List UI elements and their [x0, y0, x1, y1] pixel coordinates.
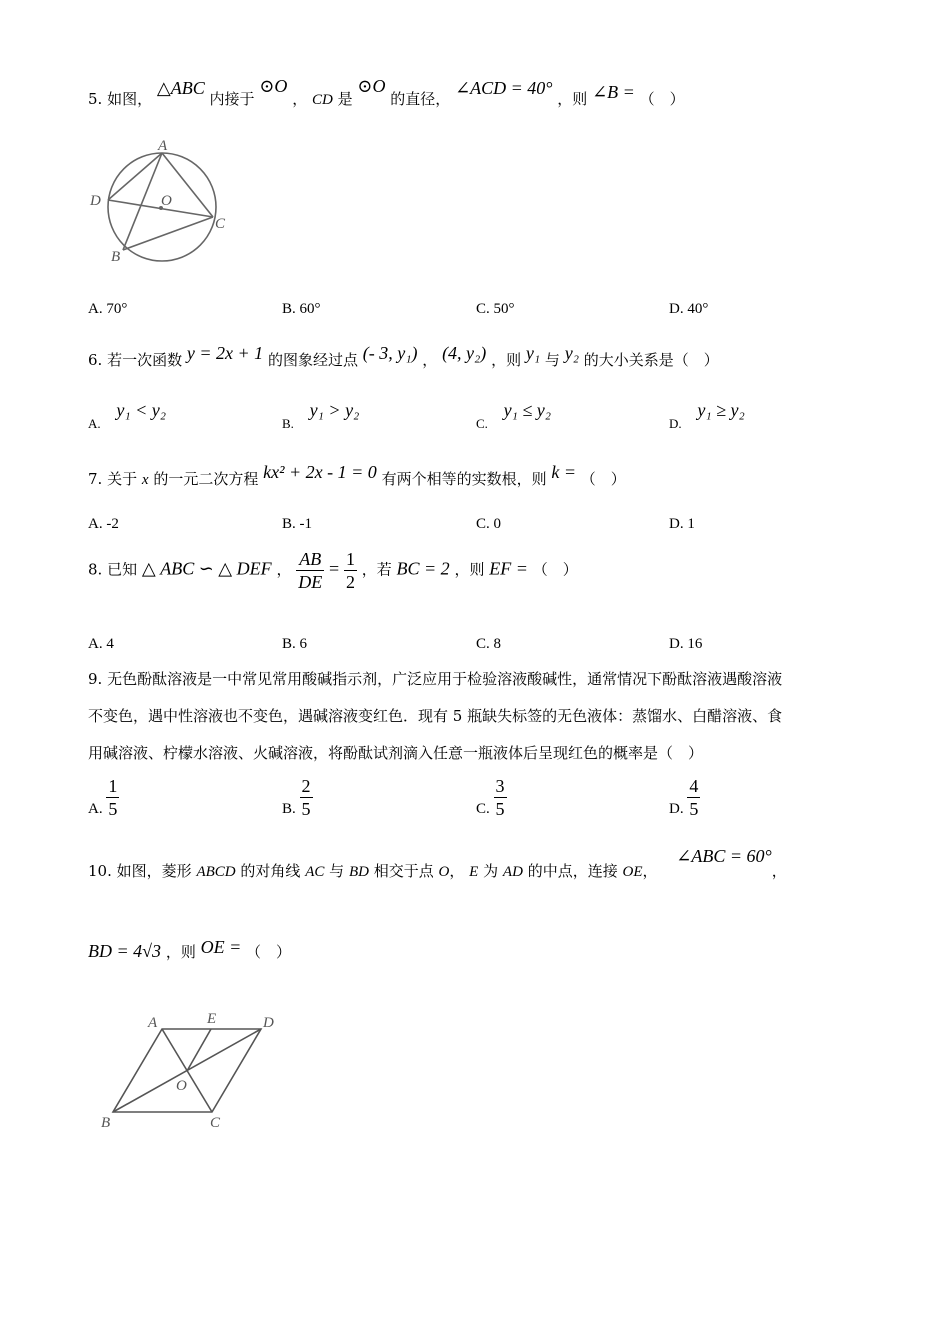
q5-figure-circle [85, 133, 245, 268]
q6-option-c[interactable] [476, 400, 552, 431]
q5-text: 是 [337, 90, 353, 108]
q10-math-bd-value: BD = 4√3 [88, 941, 162, 961]
q10-math: AD [502, 864, 523, 880]
q8-option-c[interactable]: C. 8 [476, 636, 502, 652]
q7-blank: （ ） [580, 470, 626, 488]
q10-text: 与 [329, 862, 345, 880]
q10-math: ABCD [196, 864, 236, 880]
q5-math-target: ∠B = [592, 82, 635, 102]
q10-math: OE [622, 864, 643, 880]
q9-option-letter: C. [476, 800, 490, 817]
q6-option-letter: C. [476, 416, 488, 431]
q9-line: 不变色，遇中性溶液也不变色，遇碱溶液变红色．现有 5 瓶缺失标签的无色液体：蒸馏水、白醋溶液、食 [88, 707, 783, 725]
q9-option-fraction [300, 775, 313, 820]
q10-text: ，则 [165, 943, 196, 961]
q5-text: 内接于 [209, 90, 255, 108]
q6-option-expr: y₁ < y₂ [116, 400, 167, 420]
chord-ab [123, 153, 162, 250]
q8-frac-num: 1 [345, 549, 355, 569]
q5-number: 5. [88, 90, 103, 108]
q10-blank: （ ） [246, 943, 292, 961]
label-o: O [161, 193, 172, 209]
q6-text: 的大小关系是（ ） [583, 351, 719, 369]
q10-math: AC [305, 864, 325, 880]
q10-text: 相交于点 [373, 862, 434, 880]
q6-math-y2: y₂ [564, 343, 579, 363]
q10-text: 的中点，连接 [527, 862, 618, 880]
q10-number: 10. [88, 862, 112, 880]
q5-text: 如图， [107, 90, 153, 108]
q10-text: 的对角线 [240, 862, 301, 880]
q9-option-d[interactable] [669, 775, 700, 820]
label-o: O [176, 1078, 187, 1094]
q6-option-letter: A. [88, 416, 101, 431]
q9-option-c[interactable] [476, 775, 507, 820]
q6-option-letter: D. [669, 416, 682, 431]
q6-option-letter: B. [282, 416, 294, 431]
q6-number: 6. [88, 351, 103, 369]
q8-stem [88, 548, 578, 593]
q6-text: 与 [544, 351, 560, 369]
frac-den: 5 [108, 799, 118, 819]
label-d: D [90, 193, 101, 209]
q7-text: 的一元二次方程 [153, 470, 259, 488]
q7-option-a[interactable]: A. -2 [88, 516, 119, 532]
q6-math-y1: y₁ [525, 343, 541, 363]
q6-text: ， [422, 351, 438, 369]
q8-fraction-ab-de [296, 548, 324, 593]
q9-line: 用碱溶液、柠檬水溶液、火碱溶液，将酚酞试剂滴入任意一瓶液体后呈现红色的概率是（ ） [88, 744, 704, 762]
q9-option-letter: B. [282, 800, 296, 817]
q8-blank: （ ） [532, 560, 578, 579]
q8-math-ef: EF = [489, 558, 528, 579]
label-c: C [210, 1115, 221, 1131]
frac-num: 4 [689, 776, 699, 796]
q10-math-angle: ∠ABC = 60° [676, 846, 772, 866]
q5-math-circle: ⊙O [259, 76, 288, 96]
q10-text: 如图，菱形 [116, 862, 192, 880]
q7-option-d[interactable]: D. 1 [669, 516, 695, 532]
q5-stem [88, 76, 685, 109]
q8-frac-den: 2 [345, 572, 355, 592]
q6-math-point1: (- 3, y₁) [362, 343, 418, 363]
q8-option-b[interactable]: B. 6 [282, 636, 308, 652]
q6-option-d[interactable] [669, 400, 745, 431]
q5-option-a[interactable]: A. 70° [88, 301, 128, 317]
q7-option-c[interactable]: C. 0 [476, 516, 502, 532]
q9-option-fraction [106, 775, 119, 820]
q6-option-expr: y₁ > y₂ [309, 400, 360, 420]
frac-den: 5 [495, 799, 505, 819]
q10-stem [88, 846, 787, 881]
q9-option-letter: A. [88, 800, 103, 817]
q10-math: BD [348, 864, 369, 880]
q8-text: ，则 [454, 560, 485, 579]
frac-num: 3 [495, 776, 505, 796]
q5-option-b[interactable]: B. 60° [282, 301, 321, 317]
q5-math-triangle: △ABC [156, 78, 205, 98]
label-c: C [215, 216, 226, 232]
q7-stem [88, 462, 626, 489]
q10-figure-rhombus [95, 1005, 285, 1140]
q8-frac-num: AB [296, 548, 324, 571]
q8-text: 已知 [107, 560, 138, 579]
label-b: B [111, 249, 121, 265]
q7-math-k: k = [551, 462, 577, 482]
q9-stem [88, 661, 868, 772]
q7-text: 有两个相等的实数根，则 [381, 470, 547, 488]
q8-math-similar: △ ABC ∽ △ DEF [141, 558, 272, 579]
frac-num: 2 [301, 776, 311, 796]
q10-text: 为 [483, 862, 499, 880]
q6-text: ，则 [491, 351, 522, 369]
q8-text: ，若 [361, 560, 392, 579]
q10-text: ， [771, 862, 787, 880]
q7-math-equation: kx² + 2x - 1 = 0 [263, 462, 377, 482]
q5-option-d[interactable]: D. 40° [669, 301, 709, 317]
q6-math-func: y = 2x + 1 [186, 343, 264, 363]
q8-equals: = [329, 558, 340, 579]
q9-option-fraction [687, 775, 700, 820]
q5-text: 的直径， [390, 90, 451, 108]
q6-option-b[interactable] [282, 400, 360, 431]
q5-option-c[interactable]: C. 50° [476, 301, 515, 317]
q6-option-a[interactable] [88, 400, 167, 431]
q5-text: ，则 [557, 90, 588, 108]
frac-num: 1 [108, 776, 118, 796]
q6-text: 若一次函数 [107, 351, 183, 369]
label-a: A [148, 1015, 158, 1031]
q10-stem-cont [88, 937, 292, 962]
q10-text: ， [642, 862, 658, 880]
q5-math-circle: ⊙O [357, 76, 386, 96]
q8-text: ， [276, 560, 292, 579]
q9-line: 9. 无色酚酞溶液是一中常见常用酸碱指示剂，广泛应用于检验溶液酸碱性，通常情况下酚酞溶液遇酸溶液 [88, 670, 783, 688]
q7-number: 7. [88, 470, 103, 488]
q6-text: 的图象经过点 [267, 351, 358, 369]
label-b: B [101, 1115, 111, 1131]
frac-den: 5 [689, 799, 699, 819]
q8-fraction-half [344, 548, 357, 593]
q7-math-x: x [141, 472, 149, 488]
q8-math-bc: BC = 2 [396, 558, 450, 579]
label-a: A [158, 138, 168, 154]
q5-math-angle: ∠ACD = 40° [455, 78, 553, 98]
q8-option-a[interactable]: A. 4 [88, 636, 114, 652]
q5-math-cd: CD [311, 92, 333, 108]
q6-math-point2: (4, y₂) [442, 343, 487, 363]
q9-option-a[interactable] [88, 775, 119, 820]
q8-option-d[interactable]: D. 16 [669, 636, 703, 652]
q6-stem [88, 343, 719, 370]
q9-option-fraction [494, 775, 507, 820]
q10-math: E [469, 864, 479, 880]
q5-blank: （ ） [639, 90, 685, 108]
label-d: D [263, 1015, 274, 1031]
q8-number: 8. [88, 560, 103, 579]
q6-option-expr: y₁ ≥ y₂ [697, 400, 745, 420]
label-e: E [207, 1011, 217, 1027]
q9-option-letter: D. [669, 800, 684, 817]
q6-option-expr: y₁ ≤ y₂ [503, 400, 552, 420]
segment-oe [187, 1029, 211, 1071]
q7-text: 关于 [107, 470, 138, 488]
q5-text: ， [292, 90, 308, 108]
q10-text: ， [449, 862, 465, 880]
q10-math-target: OE = [200, 937, 242, 957]
q8-frac-den: DE [298, 572, 323, 592]
q9-option-b[interactable] [282, 775, 313, 820]
q10-math: O [438, 864, 450, 880]
frac-den: 5 [301, 799, 311, 819]
q7-option-b[interactable]: B. -1 [282, 516, 312, 532]
